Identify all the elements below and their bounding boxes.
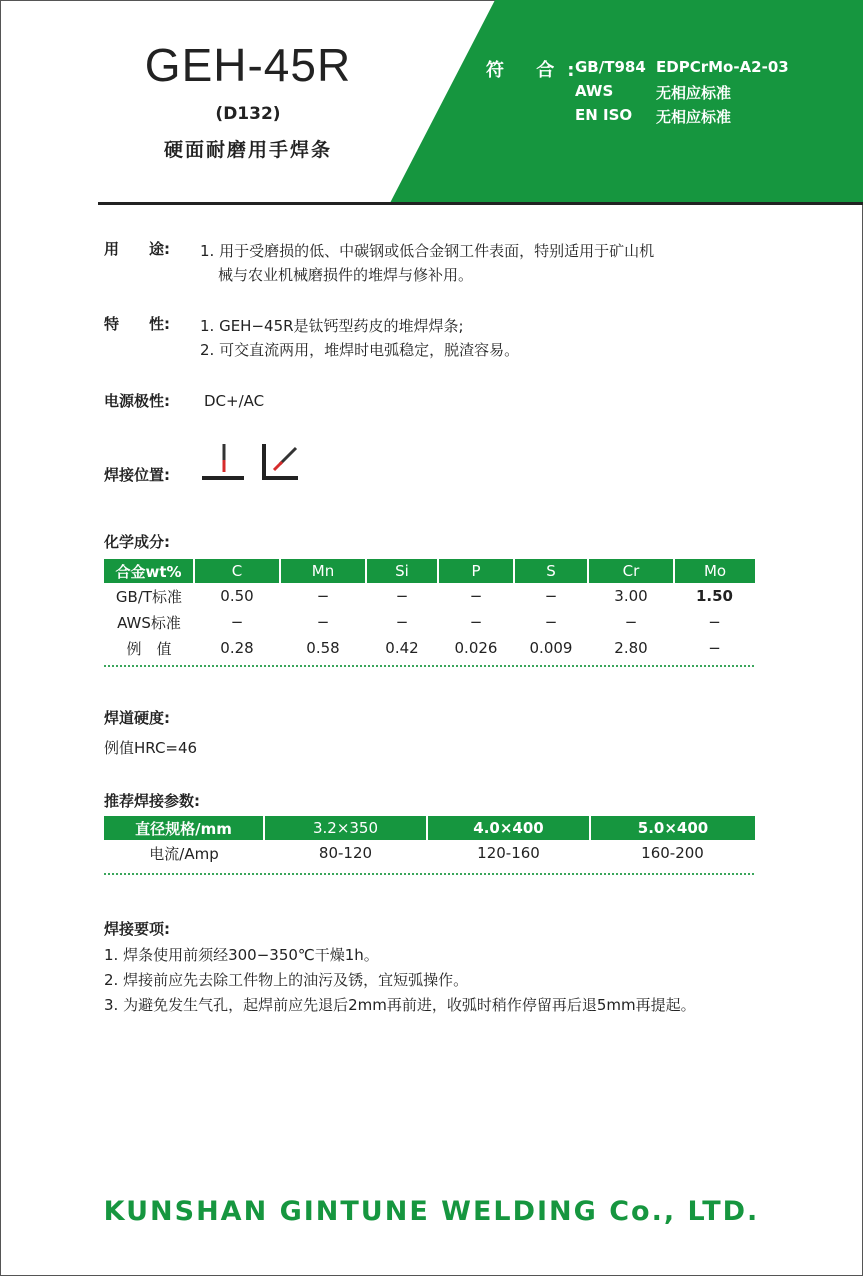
params-table bbox=[104, 816, 755, 866]
table-cell: − bbox=[469, 587, 483, 605]
table-cell: − bbox=[316, 587, 330, 605]
table-header: Mo bbox=[674, 559, 755, 583]
table-row bbox=[104, 635, 755, 661]
polarity-value: DC+/AC bbox=[204, 392, 265, 410]
standard-name: GB/T984 bbox=[575, 58, 646, 76]
product-title: GEH-45R bbox=[144, 39, 352, 91]
usage-label: 用 途: bbox=[104, 240, 170, 258]
table-cell: 120-160 bbox=[477, 844, 540, 862]
notes-label: 焊接要项: bbox=[104, 920, 170, 938]
dotted-divider bbox=[104, 873, 754, 875]
table-cell: 3.00 bbox=[614, 587, 648, 605]
company-name: KUNSHAN GINTUNE WELDING Co., LTD. bbox=[103, 1196, 760, 1227]
chemistry-label: 化学成分: bbox=[104, 533, 170, 551]
header-green-panel bbox=[0, 0, 863, 203]
polarity-label: 电源极性: bbox=[104, 392, 170, 410]
table-cell: 例 值 bbox=[126, 639, 172, 658]
table-cell: − bbox=[624, 613, 638, 631]
features-label: 特 性: bbox=[104, 315, 170, 333]
standard-name: EN ISO bbox=[575, 106, 633, 124]
header-divider bbox=[98, 202, 863, 205]
standards-label: 符 合: bbox=[486, 60, 588, 81]
table-cell: − bbox=[544, 587, 558, 605]
standard-name: AWS bbox=[575, 82, 614, 100]
usage-line: 械与农业机械磨损件的堆焊与修补用。 bbox=[218, 266, 474, 284]
table-cell: 0.50 bbox=[220, 587, 254, 605]
dotted-divider bbox=[104, 665, 754, 667]
standard-value: EDPCrMo-A2-03 bbox=[656, 58, 789, 76]
table-cell: − bbox=[469, 613, 483, 631]
table-cell: − bbox=[395, 613, 409, 631]
table-cell: − bbox=[708, 639, 721, 657]
table-cell: 1.50 bbox=[695, 587, 733, 605]
note-item: 3. 为避免发生气孔，起焊前应先退后2mm再前进，收弧时稍作停留再后退5mm再提起。 bbox=[104, 996, 696, 1014]
chemistry-header-row bbox=[104, 559, 755, 583]
table-row bbox=[104, 583, 755, 609]
table-cell: 0.009 bbox=[529, 639, 573, 657]
table-row bbox=[104, 609, 755, 635]
note-item: 1. 焊条使用前须经300−350℃干燥1h。 bbox=[104, 946, 379, 964]
table-cell: 160-200 bbox=[641, 844, 704, 862]
params-label: 推荐焊接参数: bbox=[104, 792, 200, 810]
table-cell: 0.42 bbox=[385, 639, 419, 657]
table-cell: 0.28 bbox=[220, 639, 254, 657]
table-cell: − bbox=[395, 587, 409, 605]
features-line: 1. GEH−45R是钛钙型药皮的堆焊焊条; bbox=[200, 317, 464, 335]
table-cell: AWS标准 bbox=[117, 613, 181, 632]
table-header: 合金wt% bbox=[104, 559, 194, 583]
table-cell: GB/T标准 bbox=[115, 587, 183, 606]
table-header: 3.2×350 bbox=[264, 816, 427, 840]
table-cell: 电流/Amp bbox=[149, 844, 219, 863]
usage-line: 1. 用于受磨损的低、中碳钢或低合金钢工件表面，特别适用于矿山机 bbox=[200, 242, 655, 260]
table-header: 直径规格/mm bbox=[104, 816, 264, 840]
product-code: (D132) bbox=[215, 104, 281, 124]
standard-value: 无相应标准 bbox=[656, 84, 732, 102]
table-cell: 2.80 bbox=[614, 639, 648, 657]
fillet-welding-position-icon bbox=[260, 440, 302, 484]
table-header: Mn bbox=[280, 559, 366, 583]
position-label: 焊接位置: bbox=[104, 466, 170, 484]
hardness-label: 焊道硬度: bbox=[104, 709, 170, 727]
chemistry-table bbox=[104, 559, 755, 661]
table-cell: 0.026 bbox=[454, 639, 498, 657]
flat-welding-position-icon bbox=[200, 442, 246, 482]
table-header: P bbox=[438, 559, 514, 583]
features-line: 2. 可交直流两用，堆焊时电弧稳定，脱渣容易。 bbox=[200, 341, 520, 359]
params-header-row bbox=[104, 816, 755, 840]
table-header: Cr bbox=[588, 559, 674, 583]
table-header: S bbox=[514, 559, 588, 583]
table-cell: 80-120 bbox=[318, 844, 373, 862]
table-cell: − bbox=[708, 613, 721, 631]
table-row bbox=[104, 840, 755, 866]
note-item: 2. 焊接前应先去除工件物上的油污及锈，宜短弧操作。 bbox=[104, 971, 469, 989]
product-description: 硬面耐磨用手焊条 bbox=[163, 139, 332, 161]
hardness-value: 例值HRC=46 bbox=[104, 739, 198, 757]
table-cell: − bbox=[230, 613, 244, 631]
table-cell: 0.58 bbox=[306, 639, 340, 657]
standard-value: 无相应标准 bbox=[656, 108, 732, 126]
table-header: Si bbox=[366, 559, 438, 583]
table-header: C bbox=[194, 559, 280, 583]
table-header: 4.0×400 bbox=[427, 816, 590, 840]
table-cell: − bbox=[316, 613, 330, 631]
table-header: 5.0×400 bbox=[590, 816, 755, 840]
table-cell: − bbox=[544, 613, 558, 631]
